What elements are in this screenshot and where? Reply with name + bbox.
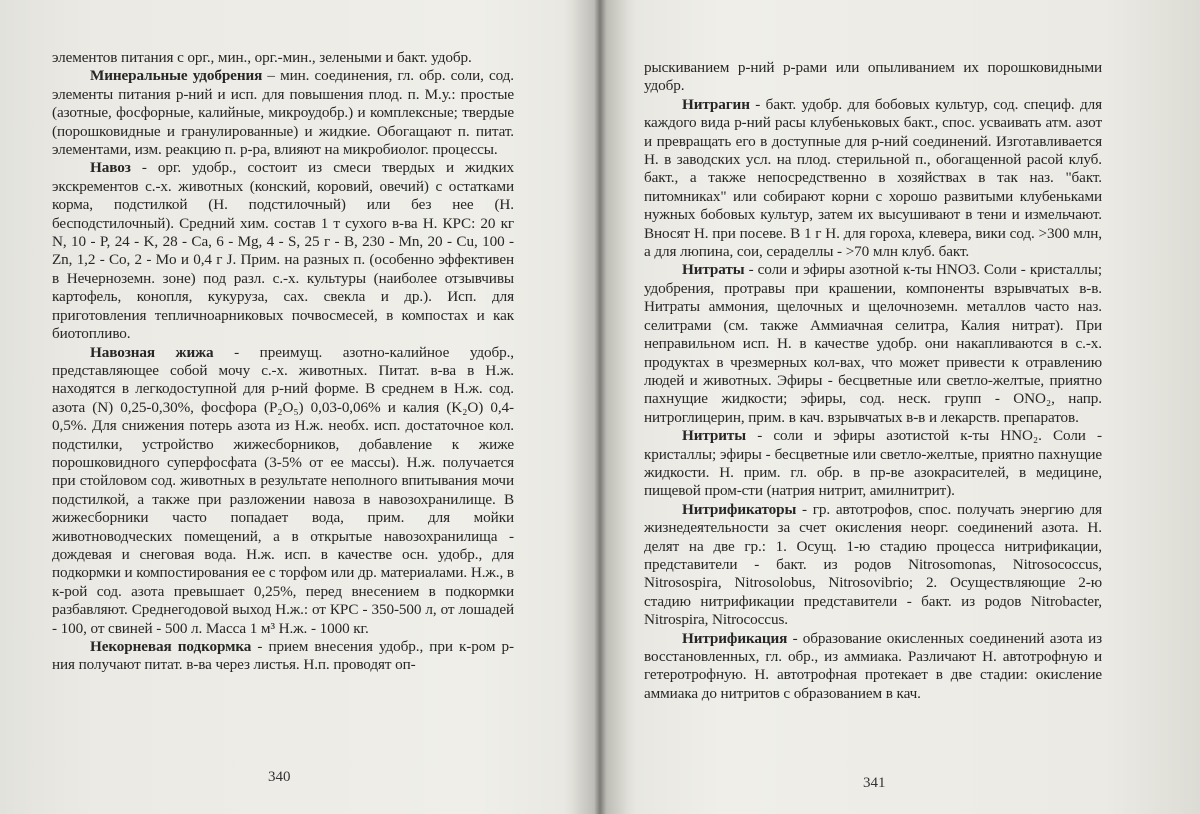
entry-term: Навозная жижа: [90, 343, 214, 361]
paragraph: [52, 344, 514, 639]
entry-term: Минеральные удобрения: [90, 67, 263, 85]
entry-term: Нитраты: [682, 261, 745, 279]
entry-text: - соли и эфиры азотистой к-ты HNO₂. Соли - кристаллы; эфиры - бесцветные или светло-желтые, приятно пахнущие жидкости. Н. прим. гл. обр. в пр-ве азокрасителей, в медицине, пищевой пром-сти (натрия нитрит, амилнитрит).: [644, 427, 1102, 500]
entry-text: - прием внесения удобр., при к-ром р-ния получают питат. в-ва через листья. Н.п. проводят оп-: [52, 638, 514, 674]
entry-text: элементов питания с орг., мин., орг.-мин., зелеными и бакт. удобр.: [52, 49, 472, 66]
left-page-text: [52, 49, 514, 675]
paragraph: [644, 501, 1102, 630]
right-page: [600, 0, 1200, 814]
paragraph: [644, 630, 1102, 704]
entry-text: - преимущ. азотно-калийное удобр., представляющее собой мочу с.-х. животных. Питат. в-ва в Н.ж. находятся в легкодоступной для р-ний форме. В среднем в Н.ж. сод. азота (N) 0,25-0,30%, фосфора (P₂O₅) 0,03-0,06% и калия (K₂O) 0,4-0,5%. Для снижения потерь азота из Н.ж. необх. исп. достаточное кол. подстилки, устройство жижесборников, добавление к жиже порошковидного суперфосфата (3-5% от ее массы). Н.ж. получается при стойловом сод. животных в результате неполного впитывания мочи подстилкой, а также при разложении навоза в навозохранилище. В жижесборники часто попадает вода, прим. для мойки животноводческих помещений, а в открытые навозохранилища - дождевая и снеговая вода. Н.ж. исп. в качестве осн. удобр., для подкормки и компостирования ее с торфом или др. материалами. Н.ж., в к-рой сод. азота превышает 0,25%, перед внесением в подкормки разбавляют. Среднегодовой выход Н.ж.: от КРС - 350-500 л, от лошадей - 100, от свиней - 500 л. Масса 1 м³ Н.ж. - 1000 кг.: [52, 343, 514, 637]
entry-text: - образование окисленных соединений азота из восстановленных, гл. обр., из аммиака. Различают Н. автотрофную и гетеротрофную. Н. автотрофная протекает в две стадии: окисление аммиака до нитритов с образованием в кач.: [644, 629, 1102, 702]
paragraph: [52, 49, 514, 67]
paragraph: [644, 261, 1102, 427]
entry-term: Нитриты: [682, 427, 747, 445]
paragraph: [644, 59, 1102, 96]
entry-text: - соли и эфиры азотной к-ты HNO3. Соли - кристаллы; удобрения, протравы при крашении, компоненты взрывчатых в-в. Нитраты аммония, щелочных и щелочноземн. металлов часто наз. селитрами (см. также Аммиачная селитра, Калия нитрат). При неправильном исп. Н. в качестве удобр. они накапливаются в с.-х. продуктах в чрезмерных кол-вах, что может привести к отравлению людей и животных. Эфиры - бесцветные или светло-желтые, приятно пахнущие жидкости; эфиры, сод. неск. групп - ONO₂, напр. нитроглицерин, прим. в кач. взрывчатых в-в и лекарств. препаратов.: [644, 261, 1102, 426]
entry-text: - бакт. удобр. для бобовых культур, сод. специф. для каждого вида р-ний расы клубеньковых бакт., спос. усваивать атм. азот и превращать его в доступные для р-ний соединений. Изготавливается Н. в заводских усл. на плод. стерильной п., обогащенной расой клуб. бакт., а также непосредственно в хозяйствах в так наз. "бакт. питомниках" или собирают корни с хорошо развитыми клубеньками нужных бобовых культур, затем их высушивают в тени и измельчают. Вносят Н. при посеве. В 1 г Н. для гороха, клевера, вики сод. >300 млн, а для люпина, сои, сераделлы - >70 млн клуб. бакт.: [644, 95, 1102, 261]
paragraph: [644, 427, 1102, 501]
entry-text: – мин. соединения, гл. обр. соли, сод. элементы питания р-ний и исп. для повышения плод. п. М.у.: простые (азотные, фосфорные, калийные, микроудобр.) и комплексные; твердые (порошковидные и гранулированные) и жидкие. Обогащают п. питат. элементами, изм. реакцию п. р-ра, влияют на микробиолог. процессы.: [52, 67, 514, 159]
entry-text: - гр. автотрофов, спос. получать энергию для жизнедеятельности за счет окисления неорг. соединений азота. Н. делят на две гр.: 1. Осущ. 1-ю стадию процесса нитрификации, представители - бакт. из родов Nitrosomonas, Nitrosococcus, Nitrosospira, Nitrosolobus, Nitrosovibrio; 2. Осуществляющие 2-ю стадию нитрификации представители - бакт. из родов Nitrobacter, Nitrospira, Nitrococcus.: [644, 500, 1102, 629]
entry-text: рыскиванием р-ний р-рами или опыливанием их порошковидными удобр.: [644, 59, 1102, 95]
entry-term: Некорневая подкормка: [90, 638, 252, 655]
entry-term: Нитрификация: [682, 629, 788, 647]
paragraph: [52, 638, 514, 675]
paragraph: [644, 96, 1102, 262]
page-number: 340: [268, 769, 291, 785]
right-page-text: [644, 59, 1102, 703]
paragraph: [52, 67, 514, 159]
paragraph: [52, 159, 514, 343]
entry-term: Нитрагин: [682, 95, 750, 113]
entry-term: Навоз: [90, 159, 131, 177]
entry-text: - орг. удобр., состоит из смеси твердых и жидких экскрементов с.-х. животных (конский, коровий, овечий) с остатками корма, подстилкой (Н. подстилочный) или без нее (Н. бесподстилочный). Средний хим. состав 1 т сухого в-ва Н. КРС: 20 кг N, 10 - P, 24 - K, 28 - Ca, 6 - Mg, 4 - S, 25 г - B, 230 - Mn, 20 - Cu, 100 - Zn, 1,2 - Co, 2 - Mo и 0,4 г J. Прим. на разных п. (особенно эффективен в Нечерноземн. зоне) под разл. с.-х. культуры (наиболее отзывчивы картофель, конопля, кукуруза, сах. свекла и др.). Исп. для приготовления тепличноарниковых почвосмесей, в компостах и как биотопливо.: [52, 159, 514, 343]
left-page: [0, 0, 596, 814]
entry-term: Нитрификаторы: [682, 500, 797, 518]
page-number: 341: [863, 775, 886, 791]
